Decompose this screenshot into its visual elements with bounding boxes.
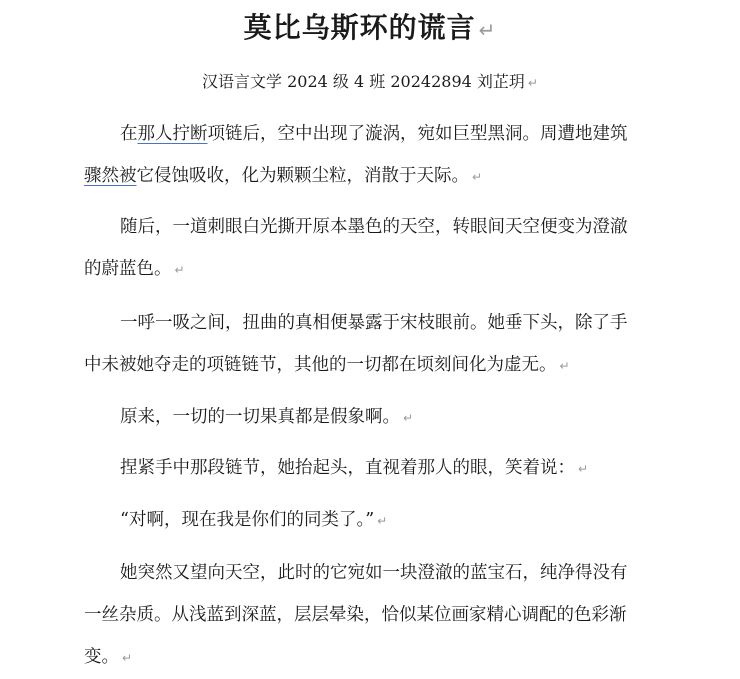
paragraph-mark-icon: ↵ [478,18,497,42]
byline-text: 汉语言文学 2024 级 4 班 20242894 刘芷玥 [202,72,525,91]
paragraph-1 [84,113,640,198]
byline [0,70,740,95]
spellcheck-underlined-text[interactable]: 骤然被 [84,166,137,186]
document-title [0,8,740,50]
paragraph-5 [84,447,640,490]
paragraph-text: 她突然又望向天空，此时的它宛如一块澄澈的蓝宝石，纯净得没有一丝杂质。从浅蓝到深蓝，层层晕染，恰似某位画家精心调配的色彩渐变。 [84,563,628,667]
paragraph-6 [84,499,640,542]
title-text: 莫比乌斯环的谎言 [243,11,476,44]
paragraph-4 [84,396,640,439]
paragraph-text: 项链后，空中出现了漩涡，宛如巨型黑洞。周遭地建筑 [207,124,628,144]
spellcheck-underlined-text[interactable]: 那人拧断 [137,124,208,144]
paragraph-text: 随后，一道刺眼白光撕开原本墨色的天空，转眼间天空便变为澄澈的蔚蓝色。 [84,217,628,279]
paragraph-mark-icon: ↵ [403,411,414,425]
paragraph-7 [84,552,640,679]
paragraph-mark-icon: ↵ [559,359,570,373]
paragraph-text: 一呼一吸之间，扭曲的真相便暴露于宋枝眼前。她垂下头，除了手中未被她夺走的项链链节，其他的一切都在顷刻间化为虚无。 [84,313,628,375]
paragraph-text: 捏紧手中那段链节，她抬起头，直视着那人的眼，笑着说： [120,458,575,478]
paragraph-3 [84,302,640,387]
paragraph-2 [84,206,640,291]
paragraph-mark-icon: ↵ [122,651,133,665]
paragraph-mark-icon: ↵ [174,263,185,277]
paragraph-text: 它侵蚀吸收，化为颗颗尘粒，消散于天际。 [136,166,469,186]
paragraph-text: 在 [120,124,138,144]
paragraph-text: 原来，一切的一切果真都是假象啊。 [120,407,400,427]
paragraph-mark-icon: ↵ [578,462,589,476]
paragraph-mark-icon: ↵ [527,76,538,90]
paragraph-mark-icon: ↵ [472,170,483,184]
paragraph-mark-icon: ↵ [377,514,388,528]
paragraph-text: “对啊，现在我是你们的同类了。” [120,510,375,530]
